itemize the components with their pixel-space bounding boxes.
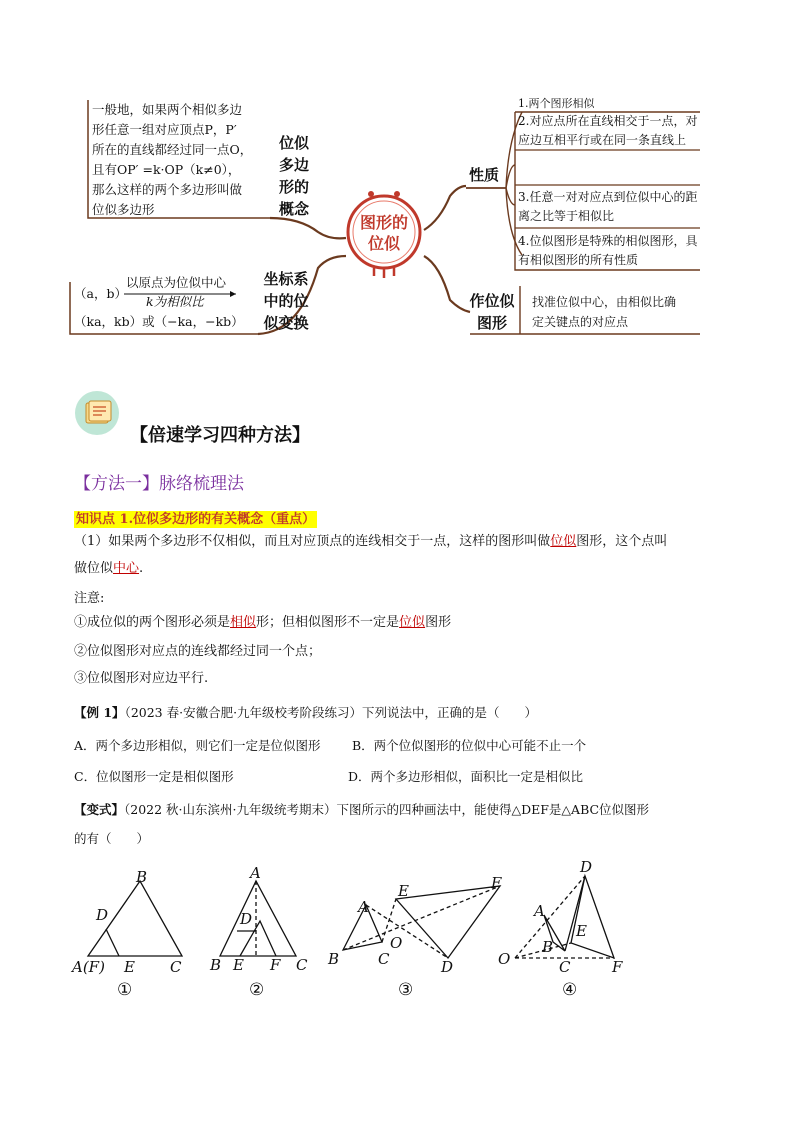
definition-node-line: 概念	[278, 200, 309, 218]
property-item: 1.两个图形相似	[518, 97, 595, 110]
figure-3	[343, 886, 500, 958]
coordinate-result: （ka，kb）或（−ka，−kb）	[74, 314, 244, 329]
fig1-label-A: A(F)	[72, 958, 105, 976]
property-item: 3.任意一对对应点到位似中心的距离之比等于相似比	[518, 190, 698, 223]
answer-weisi: 位似	[550, 534, 577, 549]
para-text: （1）如果两个多边形不仅相似，而且对应顶点的连线相交于一点，这样的图形叫做	[74, 534, 551, 549]
para-text: 做位似	[74, 561, 114, 576]
fig4-label-B: B	[542, 938, 554, 956]
example1-label: 【例 1】	[74, 705, 125, 720]
coordinate-node	[258, 268, 314, 334]
fig2-caption: ②	[249, 980, 265, 1000]
definition-line: 那么这样的两个多边形叫做	[92, 182, 243, 197]
definition-node	[276, 132, 312, 220]
variant-line1: （2022 秋·山东滨州·九年级统考期末）下图所示的四种画法中，能使得△DEF是△ABC位似图形	[124, 802, 650, 817]
paragraph-definition	[74, 533, 724, 551]
definition-line: 形任意一组对应顶点P，P′	[92, 122, 237, 137]
option-d[interactable]: D．两个多边形相似，面积比一定是相似比	[348, 769, 584, 784]
fig1-label-D: D	[96, 906, 109, 924]
note-item: ③位似图形对应边平行.	[74, 671, 209, 686]
note-text: 形；但相似图形不一定是	[256, 615, 400, 630]
definition-node-line: 多边	[278, 156, 309, 174]
coordinate-arrow-top: 以原点为位似中心	[126, 275, 227, 290]
fig2-label-B: B	[210, 956, 222, 974]
fig1-label-E: E	[124, 958, 135, 976]
fig2-label-A: A	[250, 864, 261, 882]
fig3-label-E: E	[398, 882, 409, 900]
fig1-label-C: C	[170, 958, 182, 976]
fig3-label-A: A	[358, 898, 369, 916]
fig1-caption: ①	[117, 980, 133, 1000]
variant-line2: 的有（ ）	[74, 831, 150, 846]
fig3-caption: ③	[398, 980, 414, 1000]
example1-source: （2023 春·安徽合肥·九年级校考阶段练习）下列说法中，正确的是（ ）	[124, 705, 538, 720]
fig2-label-C: C	[296, 956, 308, 974]
drawing-text-line: 找准位似中心，由相似比确	[532, 295, 677, 309]
fig4-label-D: D	[580, 858, 593, 876]
fig4-caption: ④	[562, 980, 578, 1000]
drawing-text	[532, 292, 702, 332]
option-a[interactable]: A．两个多边形相似，则它们一定是位似图形	[74, 738, 321, 753]
fig4-label-F: F	[612, 958, 623, 976]
fig4-label-A: A	[534, 902, 545, 920]
note-text: 图形	[425, 615, 452, 630]
answer-xiangsi: 相似	[230, 615, 257, 630]
drawing-node-line: 作位似	[469, 292, 515, 310]
definition-node-line: 位似	[278, 134, 309, 152]
center-node-line1: 图形的	[359, 213, 408, 232]
drawing-node	[466, 290, 518, 334]
paragraph-definition-cont	[74, 560, 143, 578]
property-item: 4.位似图形是特殊的相似图形，具有相似图形的所有性质	[518, 234, 698, 267]
fig2-label-F: F	[270, 956, 281, 974]
figure-4	[515, 876, 614, 958]
definition-line: 一般地，如果两个相似多边	[92, 102, 243, 117]
fig3-label-D: D	[441, 958, 454, 976]
drawing-node-line: 图形	[476, 314, 507, 332]
example1-question	[74, 704, 537, 722]
coordinate-node-line: 似变换	[263, 314, 309, 332]
mindmap-center-node	[344, 192, 424, 274]
section-title: 【倍速学习四种方法】	[130, 425, 310, 446]
note-text: ①成位似的两个图形必须是	[74, 615, 231, 630]
fig4-label-E: E	[576, 922, 587, 940]
para-text: .	[139, 561, 144, 576]
answer-zhongxin: 中心	[113, 561, 140, 576]
fig3-label-F: F	[491, 874, 502, 892]
fig3-label-O: O	[390, 934, 403, 952]
method-title: 【方法一】脉络梳理法	[74, 474, 244, 494]
fig2-label-E: E	[233, 956, 244, 974]
definition-line: 位似多边形	[92, 202, 155, 217]
variant-label: 【变式】	[74, 802, 125, 817]
para-text: 图形，这个点叫	[576, 534, 668, 549]
fig1-label-B: B	[136, 868, 148, 886]
option-b[interactable]: B．两个位似图形的位似中心可能不止一个	[352, 738, 587, 753]
fig4-label-O: O	[498, 950, 511, 968]
center-node-line2: 位似	[367, 234, 400, 253]
coordinate-arrow-bottom: k为相似比	[146, 294, 204, 309]
fig2-label-D: D	[240, 910, 253, 928]
answer-weisi-2: 位似	[399, 615, 426, 630]
notebook-icon	[74, 390, 120, 436]
knowledge-point	[74, 508, 317, 527]
definition-node-line: 形的	[278, 178, 309, 196]
note-item	[74, 614, 451, 632]
variant-question	[74, 801, 734, 819]
fig4-label-C: C	[559, 958, 571, 976]
definition-text	[92, 100, 272, 220]
properties-node: 性质	[468, 166, 499, 184]
definition-line: 且有OP′ =k·OP（k≠0），	[92, 162, 241, 177]
drawing-text-line: 定关键点的对应点	[532, 315, 629, 329]
coordinate-point: （a，b）	[74, 286, 127, 301]
property-item: 2.对应点所在直线相交于一点，对应边互相平行或在同一条直线上	[518, 114, 698, 147]
definition-line: 所在的直线都经过同一点O，	[92, 142, 253, 157]
note-item: ②位似图形对应点的连线都经过同一个点；	[74, 644, 322, 659]
note-label: 注意:	[74, 591, 105, 606]
fig3-label-C: C	[378, 950, 390, 968]
coordinate-node-line: 坐标系	[263, 270, 309, 288]
coordinate-node-line: 中的位	[263, 292, 309, 310]
fig3-label-B: B	[328, 950, 340, 968]
figure-2	[220, 881, 296, 956]
knowledge-point-label: 知识点 1.位似多边形的有关概念（重点）	[76, 512, 316, 527]
option-c[interactable]: C．位似图形一定是相似图形	[74, 769, 234, 784]
